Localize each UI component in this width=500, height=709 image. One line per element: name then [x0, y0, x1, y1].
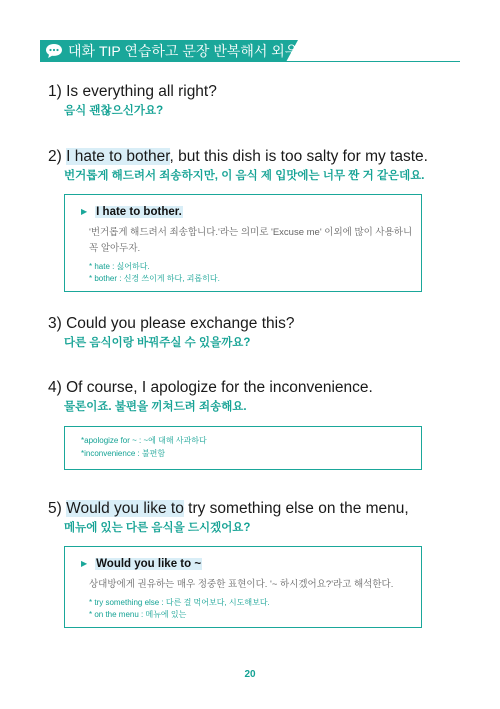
header-title: 대화 TIP 연습하고 문장 반복해서 외우기	[68, 43, 312, 59]
sentence-4	[48, 378, 373, 398]
tip-box-1-note-1: * hate : 싫어하다.	[89, 262, 150, 271]
tip-box-3-description: 상대방에게 권유하는 매우 정중한 표현이다. '~ 하시겠어요?'라고 해석한다.	[89, 579, 394, 590]
translation-3: 다른 음식이랑 바꿔주실 수 있을까요?	[64, 337, 251, 349]
tip-box-3-heading	[81, 556, 202, 572]
sentence-1-text: 1) Is everything all right?	[48, 83, 217, 100]
tip-box-1-heading-text: I hate to bother.	[96, 206, 182, 218]
tip-box-2-note-1: *apologize for ~ : ~에 대해 사과하다	[81, 436, 207, 445]
tip-box-1	[64, 194, 422, 292]
sentence-5-rest: try something else on the menu,	[183, 500, 409, 517]
sentence-4-text: 4) Of course, I apologize for the inconvenience.	[48, 379, 373, 396]
tip-box-1-note-2: * bother : 신경 쓰이게 하다, 괴롭히다.	[89, 274, 220, 283]
tip-box-3	[64, 546, 422, 628]
tip-box-2-note-2: *inconvenience : 불편함	[81, 449, 166, 458]
translation-4: 물론이죠. 불편을 끼쳐드려 죄송해요.	[64, 401, 247, 413]
sentence-2-number: 2)	[48, 148, 67, 165]
sentence-2-highlight: I hate to bother	[66, 148, 170, 165]
sentence-1	[48, 82, 217, 102]
sentence-3	[48, 314, 294, 334]
page-number: 20	[244, 669, 256, 680]
header-underline	[40, 61, 460, 62]
sentence-5-number: 5)	[48, 500, 67, 517]
tip-box-3-note-1: * try something else : 다른 걸 먹어보다, 시도해보다.	[89, 598, 270, 607]
tip-box-3-note-2: * on the menu : 메뉴에 있는	[89, 610, 187, 619]
tip-box-2	[64, 426, 422, 470]
sentence-2	[48, 147, 428, 167]
sentence-2-rest: , but this dish is too salty for my taste.	[169, 148, 428, 165]
triangle-bullet-icon: ▶	[81, 559, 88, 568]
tip-box-1-description: '번거롭게 해드려서 죄송합니다.'라는 의미로 'Excuse me' 이외에 많이 사용하니 꼭 알아두자.	[89, 227, 413, 254]
tip-box-1-heading	[81, 204, 183, 220]
translation-2: 번거롭게 해드려서 죄송하지만, 이 음식 제 입맛에는 너무 짠 거 같은데요.	[64, 170, 425, 182]
sentence-5	[48, 499, 409, 519]
sentence-3-text: 3) Could you please exchange this?	[48, 315, 295, 332]
translation-1: 음식 괜찮으신가요?	[64, 105, 164, 117]
section-header	[40, 40, 312, 62]
tip-box-3-heading-text: Would you like to ~	[96, 558, 202, 570]
speech-bubble-icon	[45, 43, 63, 59]
sentence-5-highlight: Would you like to	[66, 500, 184, 517]
triangle-bullet-icon: ▶	[81, 207, 88, 216]
translation-5: 메뉴에 있는 다른 음식을 드시겠어요?	[64, 522, 251, 534]
